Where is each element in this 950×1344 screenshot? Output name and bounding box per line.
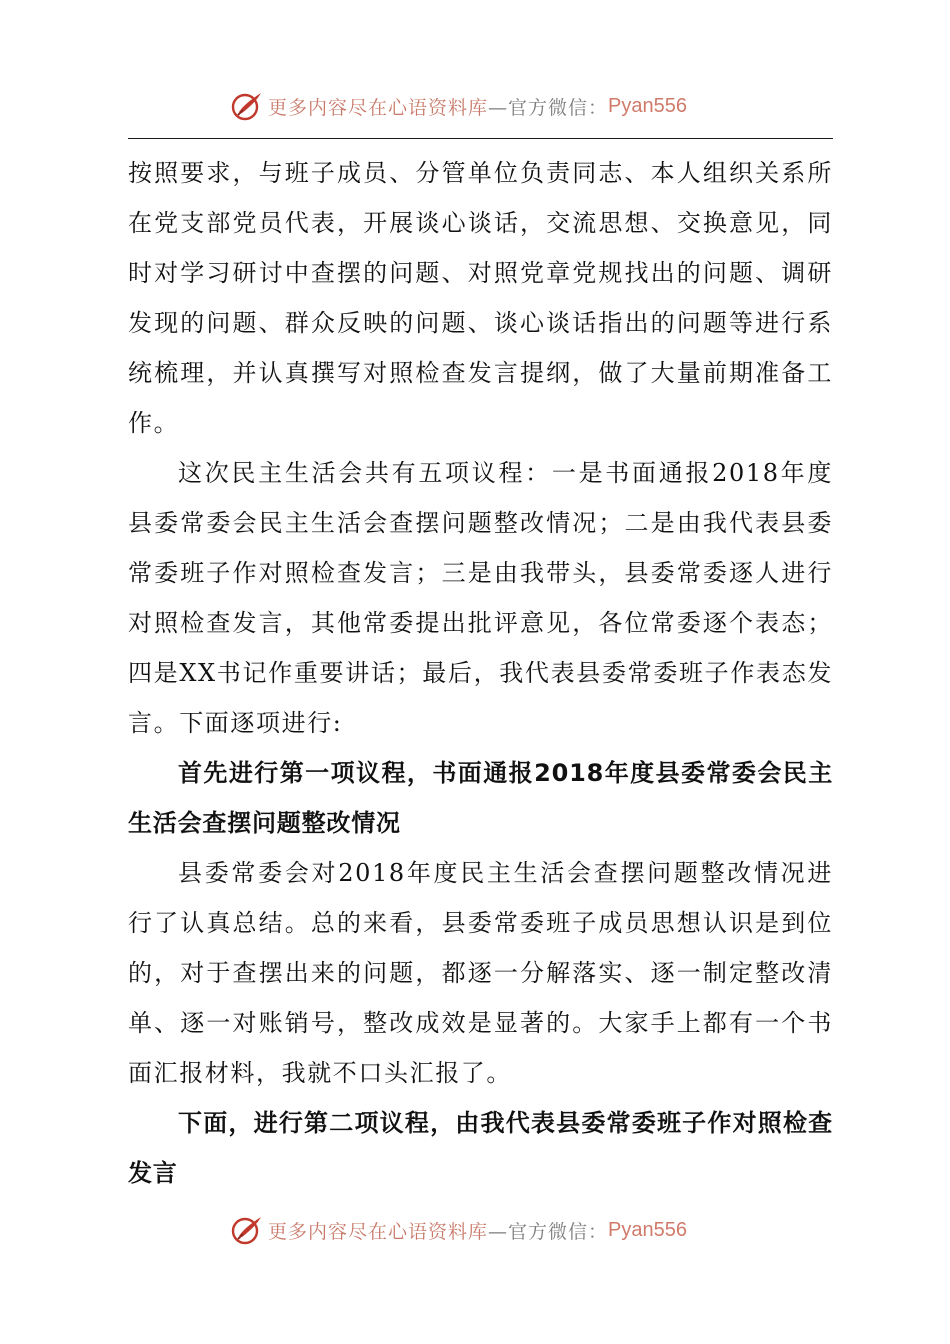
watermark-wechat-id: Pyan556 xyxy=(608,94,687,117)
paragraph: 这次民主生活会共有五项议程：一是书面通报2018年度县委常委会民主生活会查摆问题整改情况；二是由我代表县委常委班子作对照检查发言；三是由我带头，县委常委逐人进行对照检查发言，其他常委提出批评意见，各位常委逐个表态；四是XX书记作重要讲话；最后，我代表县委常委班子作表态发言。下面逐项进行: xyxy=(128,459,833,737)
section-heading: 首先进行第一项议程，书面通报2018年度县委常委会民主生活会查摆问题整改情况 xyxy=(128,759,833,837)
header-watermark xyxy=(230,88,687,124)
paragraph: 按照要求，与班子成员、分管单位负责同志、本人组织关系所在党支部党员代表，开展谈心谈话，交流思想、交换意见，同时对学习研讨中查摆的问题、对照党章党规找出的问题、调研发现的问题、群众反映的问题、谈心谈话指出的问题等进行系统梳理，并认真撰写对照检查发言提纲，做了大量前期准备工作。 xyxy=(128,159,833,437)
header-rule xyxy=(128,138,833,139)
document-body xyxy=(128,148,833,1198)
watermark-wechat-id: Pyan556 xyxy=(608,1218,687,1241)
footer-watermark xyxy=(230,1212,687,1248)
watermark-wechat-label: —官方微信： xyxy=(488,96,609,119)
watermark-wechat-label: —官方微信： xyxy=(488,1220,609,1243)
watermark-title: 更多内容尽在心语资料库 xyxy=(268,1220,489,1243)
quill-logo-icon xyxy=(230,89,264,123)
section-heading: 下面，进行第二项议程，由我代表县委常委班子作对照检查发言 xyxy=(128,1109,833,1187)
paragraph: 县委常委会对2018年度民主生活会查摆问题整改情况进行了认真总结。总的来看，县委常委班子成员思想认识是到位的，对于查摆出来的问题，都逐一分解落实、逐一制定整改清单、逐一对账销号，整改成效是显著的。大家手上都有一个书面汇报材料，我就不口头汇报了。 xyxy=(128,859,833,1087)
watermark-title: 更多内容尽在心语资料库 xyxy=(268,96,489,119)
quill-logo-icon xyxy=(230,1213,264,1247)
